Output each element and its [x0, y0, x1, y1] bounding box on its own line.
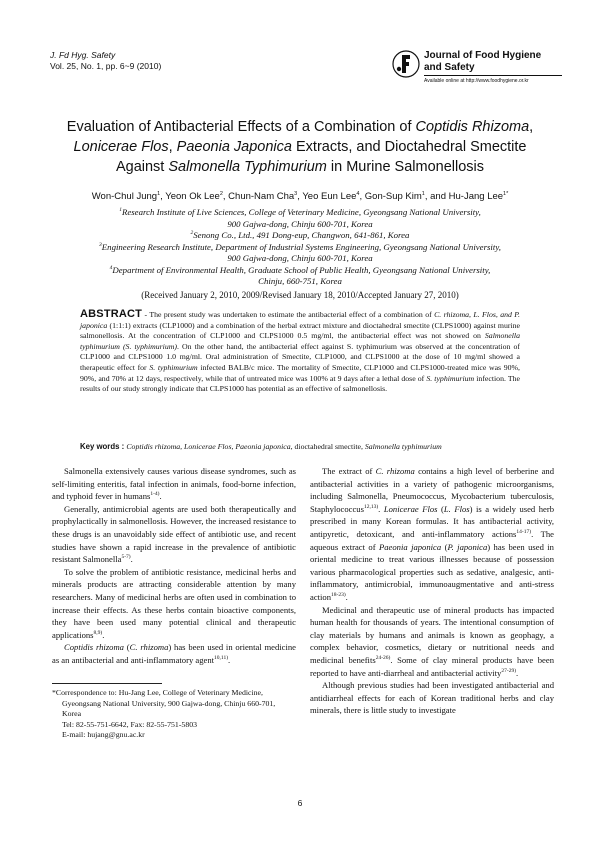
author-name: Won-Chul Jung [91, 191, 158, 202]
affiliation-3: $^3$Engineering Research Institute, Department of Industrial Systems Engineering, Gyeongsang National University, [99, 241, 501, 252]
author-name: Yeon Ok Lee [165, 191, 220, 202]
right-column [310, 465, 554, 717]
journal-citation [50, 50, 161, 72]
title-line-3: Against Salmonella Typhimurium in Murine Salmonellosis [115, 159, 485, 175]
paragraph: Although previous studies had been investigated antibacterial and antidiarrheal effects for each of Korean traditional herbs and clay minerals, there is little study to investigate [310, 680, 554, 716]
affiliation-4: $^4$Department of Environmental Health, Graduate School of Public Health, Gyeongsang National University, [109, 264, 491, 275]
journal-url: Available online at http://www.foodhygiene.or.kr [424, 78, 529, 84]
journal-emblem-icon [392, 50, 420, 78]
author-name: Chun-Nam Cha [228, 191, 295, 202]
journal-logo-block [392, 44, 562, 84]
title-line-2: Lonicerae Flos, Paeonia Japonica Extracts, and Dioctahedral Smectite [73, 139, 527, 155]
affiliations [50, 207, 550, 288]
affiliation-4-cont: Chinju, 660-751, Korea [258, 276, 342, 286]
keywords: Key words : Coptidis rhizoma, Lonicerae Flos, Paeonia japonica, dioctahedral smectite, Salmonella typhimurium [80, 442, 442, 451]
journal-volume: Vol. 25, No. 1, pp. 6~9 (2010) [50, 61, 162, 71]
author-name: Hu-Jang Lee [448, 191, 504, 202]
paragraph: The extract of C. rhizoma contains a high level of berberine and antibacterial activities in a variety of pathogenic microorganisms, including Salmonella, Pneumococcus, Mycobacterium tuberculosis, Staphylococcus$^{12,13)}$. Lonicerae Flos (L. Flos) is a widely used herb prescribed in many Korean formulas. It has antibacterial activity, antipyretic, detoxicant, and anti-inflammatory actions$^{14-17)}$. The aqueous extract of Paeonia japonica (P. japonica) has been used in oriental medicine to treat various illnesses because of possession various pharmacological properties such as sedative, analgesic, anti-inflammatory, antimicrobial, immunoaugmentative and anti-stress action$^{18-23)}$. [310, 466, 555, 602]
journal-name-line2: and Safety [424, 62, 475, 73]
paragraph: Salmonella extensively causes various disease syndromes, such as self-limiting enteritis, fatal infection in animals, food-borne infection, and typhoid fever in humans$^{1-4)}$. [52, 466, 296, 502]
received-dates: (Received January 2, 2010, 2009/Revised January 18, 2010/Accepted January 27, 2010) [141, 290, 459, 300]
affiliation-1: $^1$Research Institute of Live Sciences, College of Veterinary Medicine, Gyeongsang National University, [119, 207, 481, 217]
journal-rule [424, 75, 562, 76]
paragraph: To solve the problem of antibiotic resistance, medicinal herbs and minerals products are attracting considerable attention by many researchers. Many of medicinal herbs are often used in combination to increase their effects. As these herbs contain bioactive components, they have been used many potential clinical and therapeutic applications$^{8,9)}$. [52, 566, 296, 640]
paragraph: Medicinal and therapeutic use of mineral products has impacted human health for thousands of years. The intentional consumption of clay materials by humans and animals is known as geophagy, a complex behavior, cosmetics, dietary or nutritional needs and medicinal benefits$^{24-26)}$. Some of clay mineral products have been reported to have anti-diarrheal and antibacterial activity$^{27-29)}$. [310, 604, 554, 678]
journal-name-line1: Journal of Food Hygiene [424, 50, 542, 61]
footnote-rule [52, 683, 162, 684]
paragraph: Coptidis rhizoma (C. rhizoma) has been used in oriental medicine as an antibacterial and anti-inflammatory agent$^{10,11)}$. [52, 642, 296, 665]
correspondence-footnote: *Correspondence to: Hu-Jang Lee, College of Veterinary Medicine, Gyeongsang National University, 900 Gajwa-dong, Chinju 660-701, Korea Tel: 82-55-751-6642, Fax: 82-55-751-5803 E-mail: hujang@gnu.ac.kr [52, 688, 296, 741]
email: E-mail: hujang@gnu.ac.kr [62, 730, 145, 740]
journal-abbrev: J. Fd Hyg. Safety [50, 50, 116, 60]
author-list: Won-Chul Jung$^1$, Yeon Ok Lee$^2$, Chun-Nam Cha$^3$, Yeo Eun Lee$^4$, Gon-Sup Kim$^1$, and Hu-Jang Lee$^{1*}$ [91, 190, 509, 202]
paragraph: Generally, antimicrobial agents are used both therapeutically and prophylactically in salmonellosis. However, the increased resistance to these drugs is an unavoidably side effect of antibiotic use, and recent studies have shown a rapid increase in the prevalence of antibiotic resistant Salmonella$^{5-7)}$. [52, 503, 296, 565]
abstract: ABSTRACT - The present study was undertaken to estimate the antibacterial effect of a combination of C. rhizoma, L. Flos, and P. japonica (1:1:1) extracts (CLP1000) and a combination of the herbal extract mixture and dioctahedral smectite (CLPS1000) against murine salmonellosis. At the concentration of CLP1000 and CLPS1000 0.5 mg/ml, the antibacterial effect was not showed on Salmonella typhimurium (S. typhimurium). On the other hand, the antibacterial effect against S. typhimurium was observed at the concentration of CLP1000 and CLPS1000 1.0 mg/ml. Oral administration of Smectite, CLP1000, and CLPS1000 at the dose of 10 mg/ml showed a therapeutic effect for S. typhimurium infected BALB/c mice. The mortality of Smectite, CLP1000 and CLPS1000-treated mice was 90%, 90%, and 70% at 12 days, respectively, while that of untreated mice was 100% at 9 days after a lethal dose of S. typhimurium infection. The results of our study strongly indicate that CLPS1000 has potential as an effective of salmonellosis. [80, 308, 520, 394]
left-column [52, 465, 296, 667]
page-number: 6 [297, 798, 303, 808]
author-name: Gon-Sup Kim [364, 191, 422, 202]
keywords-label: Key words : [80, 442, 127, 451]
affiliation-3-cont: 900 Gajwa-dong, Chinju 600-701, Korea [227, 253, 373, 263]
abstract-heading: ABSTRACT [80, 308, 143, 320]
title-line-1: Evaluation of Antibacterial Effects of a Combination of Coptidis Rhizoma, [66, 119, 534, 135]
affiliation-2: $^2$Senong Co., Ltd., 491 Dong-eup, Changwon, 641-861, Korea [190, 230, 410, 240]
affiliation-1-cont: 900 Gajwa-dong, Chinju 600-701, Korea [227, 218, 373, 229]
paper-title [60, 117, 540, 177]
author-name: Yeo Eun Lee [302, 191, 357, 202]
journal-name [424, 50, 541, 74]
